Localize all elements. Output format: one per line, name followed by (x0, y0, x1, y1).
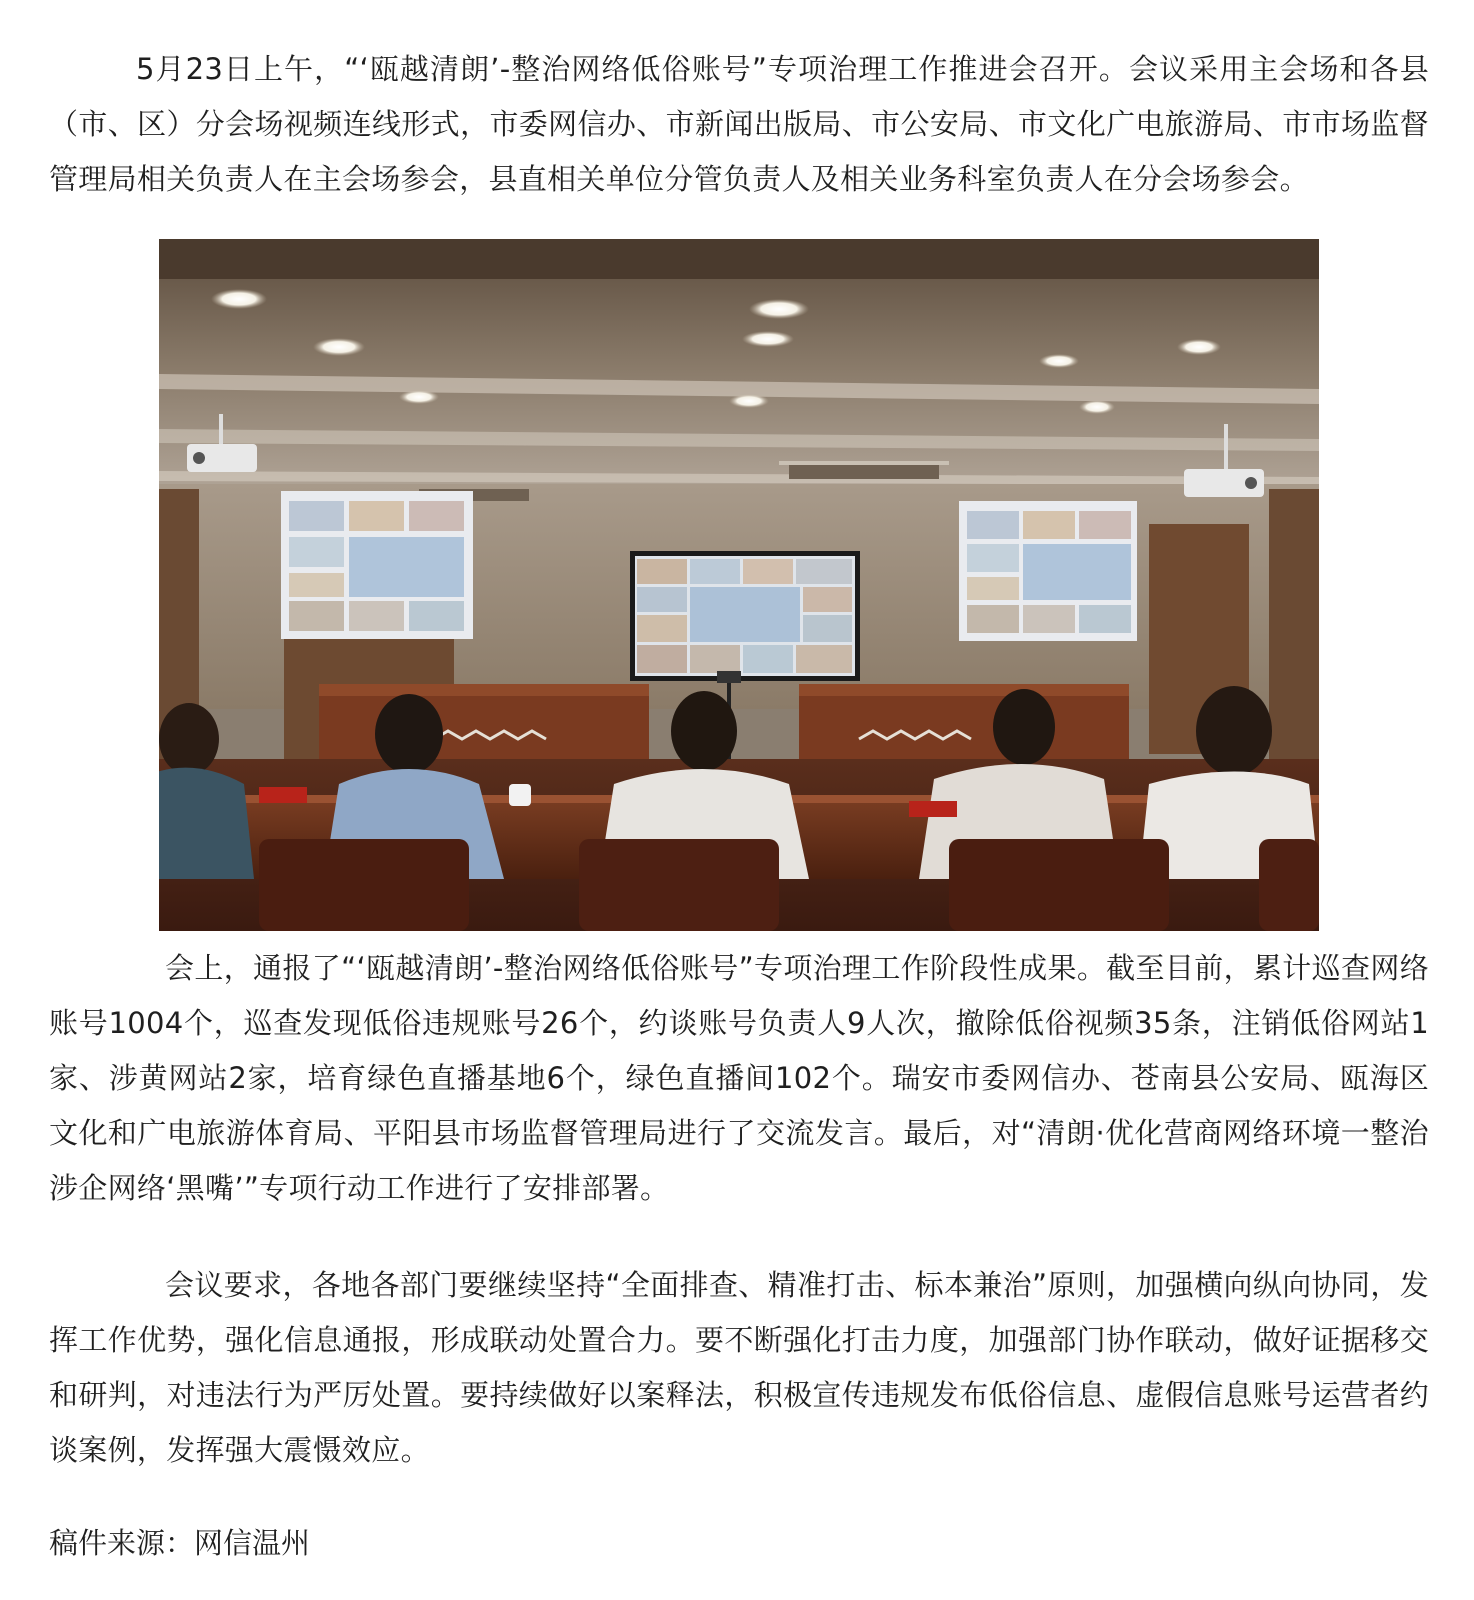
meeting-photo (159, 239, 1319, 931)
paragraph-meeting-intro: 5月23日上午，“‘瓯越清朗’-整治网络低俗账号”专项治理工作推进会召开。会议采用主会场和各县（市、区）分会场视频连线形式，市委网信办、市新闻出版局、市公安局、市文化广电旅游局、市市场监督管理局相关负责人在主会场参会，县直相关单位分管负责人及相关业务科室负责人在分会场参会。 (49, 52, 1429, 196)
paragraph-results: 会上，通报了“‘瓯越清朗’-整治网络低俗账号”专项治理工作阶段性成果。截至目前，累计巡查网络账号1004个，巡查发现低俗违规账号26个，约谈账号负责人9人次，撤除低俗视频35条，注销低俗网站1家、涉黄网站2家，培育绿色直播基地6个，绿色直播间102个。瑞安市委网信办、苍南县公安局、瓯海区文化和广电旅游体育局、平阳县市场监督管理局进行了交流发言。最后，对“清朗·优化营商网络环境一整治涉企网络‘黑嘴’”专项行动工作进行了安排部署。 (49, 951, 1429, 1205)
paragraph-requirements: 会议要求，各地各部门要继续坚持“全面排查、精准打击、标本兼治”原则，加强横向纵向协同，发挥工作优势，强化信息通报，形成联动处置合力。要不断强化打击力度，加强部门协作联动，做好证据移交和研判，对违法行为严厉处置。要持续做好以案释法，积极宣传违规发布低俗信息、虚假信息账号运营者约谈案例，发挥强大震慑效应。 (49, 1268, 1429, 1467)
article-body (49, 42, 1429, 1571)
article-source: 稿件来源：网信温州 (49, 1526, 311, 1560)
